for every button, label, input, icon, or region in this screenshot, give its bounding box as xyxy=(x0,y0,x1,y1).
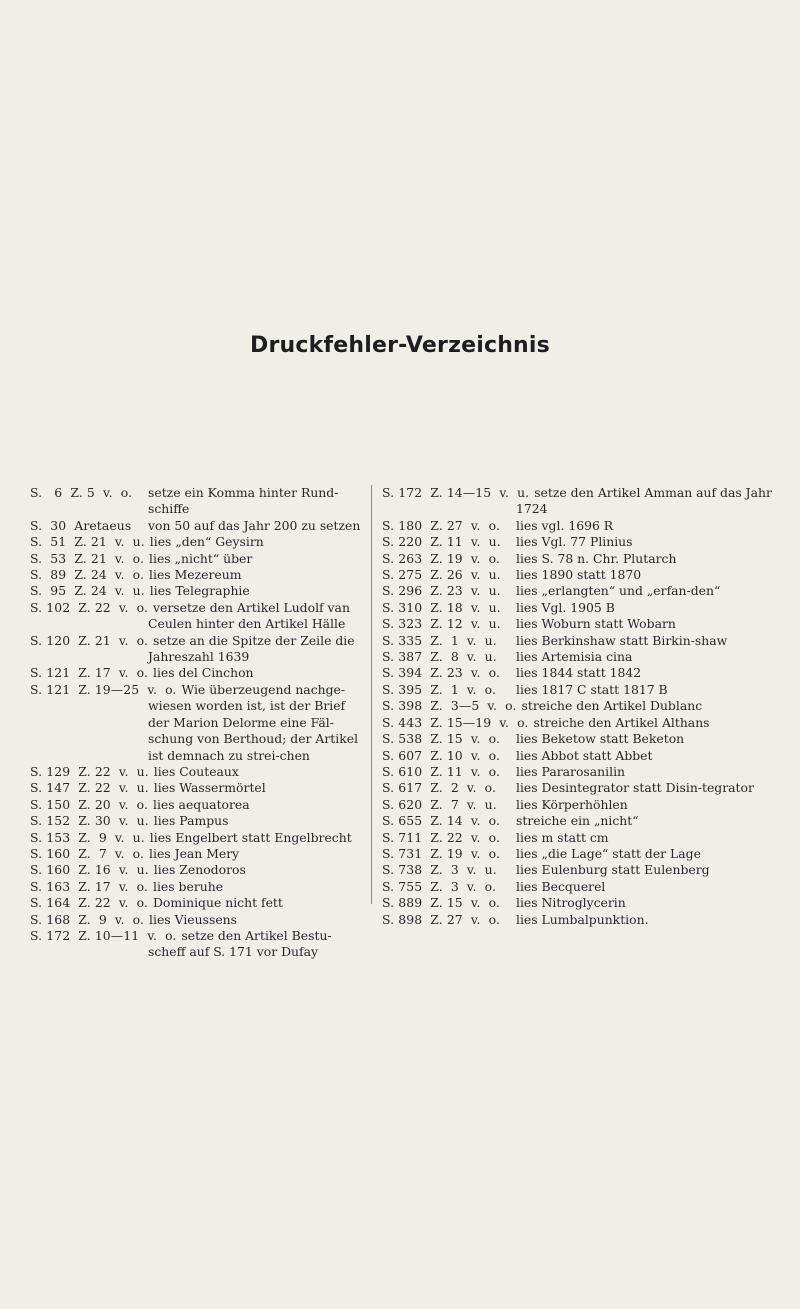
errata-reference: S. 89 Z. 24 v. o. xyxy=(30,567,145,583)
errata-entry xyxy=(382,731,777,747)
errata-correction: lies 1844 statt 1842 xyxy=(516,665,642,681)
errata-correction: lies Berkinshaw statt Birkin-shaw xyxy=(516,632,728,648)
errata-entry xyxy=(30,485,362,518)
errata-reference: S. 398 Z. 3—5 v. o. xyxy=(382,698,517,714)
errata-correction: lies Desintegrator statt Disin-tegrator xyxy=(516,780,754,796)
errata-correction: lies 1817 C statt 1817 B xyxy=(516,681,668,697)
errata-column-left xyxy=(30,485,362,961)
errata-entry xyxy=(382,649,777,665)
errata-reference: S. 153 Z. 9 v. u. xyxy=(30,829,145,845)
errata-correction: lies „den“ Geysirn xyxy=(149,534,264,550)
errata-reference: S. 889 Z. 15 v. o. xyxy=(382,895,500,911)
errata-reference: S. 53 Z. 21 v. o. xyxy=(30,550,145,566)
errata-correction: Dominique nicht fett xyxy=(153,895,283,911)
errata-correction: setze den Artikel Amman auf das Jahr 1724 xyxy=(516,485,772,517)
errata-reference: S. 120 Z. 21 v. o. xyxy=(30,632,148,648)
errata-entry xyxy=(382,518,777,534)
errata-correction: lies Vgl. 77 Plinius xyxy=(516,534,633,550)
errata-reference: S. 731 Z. 19 v. o. xyxy=(382,845,500,861)
errata-entry xyxy=(382,830,777,846)
errata-correction: Wie überzeugend nachge-wiesen worden ist, ist der Brief der Marion Delorme eine Fäl-schung von Berthoud; der Artikel ist demnach zu strei-chen xyxy=(148,681,359,763)
errata-reference: S. 610 Z. 11 v. o. xyxy=(382,763,500,779)
errata-correction: lies Mezereum xyxy=(149,567,242,583)
errata-correction: lies vgl. 1696 R xyxy=(516,517,614,533)
errata-entry xyxy=(382,698,777,714)
errata-correction: lies Artemisia cina xyxy=(516,649,633,665)
errata-entry xyxy=(30,813,362,829)
errata-reference: S. 172 Z. 14—15 v. u. xyxy=(382,485,530,500)
errata-entry xyxy=(382,879,777,895)
errata-reference: S. 620 Z. 7 v. u. xyxy=(382,796,497,812)
errata-correction: lies Beketow statt Beketon xyxy=(516,731,685,747)
errata-correction: lies Jean Mery xyxy=(149,845,240,861)
errata-entry xyxy=(382,846,777,862)
errata-reference: S. 30 Aretaeus xyxy=(30,517,132,533)
errata-reference: S. 310 Z. 18 v. u. xyxy=(382,599,501,615)
errata-correction: lies Nitroglycerin xyxy=(516,895,626,911)
errata-entry xyxy=(30,797,362,813)
errata-entry xyxy=(382,485,777,518)
errata-correction: lies Vgl. 1905 B xyxy=(516,599,615,615)
errata-correction: lies Körperhöhlen xyxy=(516,796,628,812)
errata-correction: setze ein Komma hinter Rund-schiffe xyxy=(148,485,339,517)
errata-entry xyxy=(30,846,362,862)
errata-entry xyxy=(30,830,362,846)
errata-reference: S. 95 Z. 24 v. u. xyxy=(30,583,145,599)
errata-correction: lies Zenodoros xyxy=(153,862,246,878)
errata-correction: versetze den Artikel Ludolf van Ceulen hinter den Artikel Hälle xyxy=(148,599,350,632)
page-title: Druckfehler-Verzeichnis xyxy=(250,333,550,358)
errata-reference: S. 51 Z. 21 v. u. xyxy=(30,534,145,550)
errata-reference: S. 121 Z. 19—25 v. o. xyxy=(30,681,177,697)
errata-entry xyxy=(382,682,777,698)
errata-entry xyxy=(30,633,362,666)
errata-entry xyxy=(30,518,362,534)
errata-entry xyxy=(382,633,777,649)
errata-entry xyxy=(382,862,777,878)
errata-reference: S. 335 Z. 1 v. u. xyxy=(382,632,497,648)
errata-correction: lies 1890 statt 1870 xyxy=(516,567,642,583)
errata-entry xyxy=(30,583,362,599)
errata-reference: S. 180 Z. 27 v. o. xyxy=(382,517,500,533)
errata-correction: setze den Artikel Bestu-scheff auf S. 171 vor Dufay xyxy=(148,927,332,960)
errata-entry xyxy=(30,862,362,878)
errata-entry xyxy=(30,879,362,895)
errata-reference: S. 160 Z. 7 v. o. xyxy=(30,845,145,861)
errata-entry xyxy=(30,665,362,681)
errata-reference: S. 711 Z. 22 v. o. xyxy=(382,829,500,845)
errata-reference: S. 164 Z. 22 v. o. xyxy=(30,895,148,911)
errata-correction: lies Woburn statt Wobarn xyxy=(516,616,676,632)
errata-entry xyxy=(382,616,777,632)
errata-entry xyxy=(30,551,362,567)
errata-entry xyxy=(382,748,777,764)
errata-reference: S. 220 Z. 11 v. u. xyxy=(382,534,501,550)
errata-entry xyxy=(30,895,362,911)
errata-entry xyxy=(382,551,777,567)
errata-reference: S. 150 Z. 20 v. o. xyxy=(30,796,148,812)
errata-entry xyxy=(30,534,362,550)
errata-reference: S. 387 Z. 8 v. u. xyxy=(382,649,497,665)
errata-reference: S. 263 Z. 19 v. o. xyxy=(382,550,500,566)
errata-correction: lies Engelbert statt Engelbrecht xyxy=(149,829,352,845)
errata-entry xyxy=(30,780,362,796)
errata-reference: S. 395 Z. 1 v. o. xyxy=(382,681,497,697)
errata-correction: lies Eulenburg statt Eulenberg xyxy=(516,862,710,878)
errata-reference: S. 296 Z. 23 v. u. xyxy=(382,583,501,599)
errata-reference: S. 152 Z. 30 v. u. xyxy=(30,813,149,829)
errata-entry xyxy=(382,600,777,616)
errata-reference: S. 102 Z. 22 v. o. xyxy=(30,599,148,615)
errata-reference: S. 443 Z. 15—19 v. o. xyxy=(382,714,529,730)
errata-correction: lies aequatorea xyxy=(153,796,250,812)
errata-entry xyxy=(382,715,777,731)
errata-correction: streiche den Artikel Dublanc xyxy=(521,698,703,714)
errata-correction: lies m statt cm xyxy=(516,829,609,845)
errata-reference: S. 394 Z. 23 v. o. xyxy=(382,665,500,681)
errata-correction: streiche den Artikel Althans xyxy=(533,714,710,730)
errata-reference: S. 607 Z. 10 v. o. xyxy=(382,747,500,763)
errata-reference: S. 6 Z. 5 v. o. xyxy=(30,485,133,500)
errata-correction: lies beruhe xyxy=(153,878,224,894)
errata-reference: S. 129 Z. 22 v. u. xyxy=(30,763,149,779)
errata-reference: S. 655 Z. 14 v. o. xyxy=(382,813,500,829)
errata-correction: lies Lumbalpunktion. xyxy=(516,911,649,927)
errata-reference: S. 163 Z. 17 v. o. xyxy=(30,878,148,894)
column-divider xyxy=(371,485,372,904)
errata-correction: lies „die Lage“ statt der Lage xyxy=(516,845,701,861)
errata-correction: lies Vieussens xyxy=(149,911,237,927)
errata-reference: S. 323 Z. 12 v. u. xyxy=(382,616,501,632)
errata-correction: lies del Cinchon xyxy=(153,665,254,681)
errata-reference: S. 168 Z. 9 v. o. xyxy=(30,911,145,927)
errata-reference: S. 172 Z. 10—11 v. o. xyxy=(30,927,177,943)
errata-entry xyxy=(30,600,362,633)
errata-entry xyxy=(382,764,777,780)
errata-column-right xyxy=(382,485,777,928)
errata-reference: S. 275 Z. 26 v. u. xyxy=(382,567,501,583)
errata-entry xyxy=(382,895,777,911)
errata-entry xyxy=(382,583,777,599)
errata-entry xyxy=(30,567,362,583)
errata-correction: setze an die Spitze der Zeile die Jahreszahl 1639 xyxy=(148,632,355,665)
errata-entry xyxy=(382,567,777,583)
errata-correction: lies „nicht“ über xyxy=(149,550,253,566)
errata-reference: S. 617 Z. 2 v. o. xyxy=(382,780,497,796)
errata-entry xyxy=(382,665,777,681)
errata-entry xyxy=(30,912,362,928)
errata-correction: lies Couteaux xyxy=(153,763,239,779)
errata-correction: lies Pampus xyxy=(153,813,229,829)
errata-correction: lies Telegraphie xyxy=(149,583,250,599)
errata-correction: lies Pararosanilin xyxy=(516,763,626,779)
errata-entry xyxy=(382,813,777,829)
errata-correction: von 50 auf das Jahr 200 zu setzen xyxy=(148,517,361,533)
errata-reference: S. 147 Z. 22 v. u. xyxy=(30,780,149,796)
errata-entry xyxy=(382,912,777,928)
errata-entry xyxy=(382,780,777,796)
errata-entry xyxy=(30,682,362,764)
errata-entry xyxy=(30,764,362,780)
errata-correction: lies Becquerel xyxy=(516,878,606,894)
errata-reference: S. 538 Z. 15 v. o. xyxy=(382,731,500,747)
errata-reference: S. 755 Z. 3 v. o. xyxy=(382,878,497,894)
errata-reference: S. 898 Z. 27 v. o. xyxy=(382,911,500,927)
errata-correction: lies S. 78 n. Chr. Plutarch xyxy=(516,550,677,566)
errata-correction: lies Abbot statt Abbet xyxy=(516,747,653,763)
errata-reference: S. 121 Z. 17 v. o. xyxy=(30,665,148,681)
errata-entry xyxy=(382,534,777,550)
errata-correction: lies „erlangten“ und „erfan-den“ xyxy=(516,583,721,599)
errata-reference: S. 738 Z. 3 v. u. xyxy=(382,862,497,878)
errata-entry xyxy=(30,928,362,961)
errata-entry xyxy=(382,797,777,813)
errata-correction: lies Wassermörtel xyxy=(153,780,266,796)
errata-correction: streiche ein „nicht“ xyxy=(516,813,639,829)
errata-reference: S. 160 Z. 16 v. u. xyxy=(30,862,149,878)
